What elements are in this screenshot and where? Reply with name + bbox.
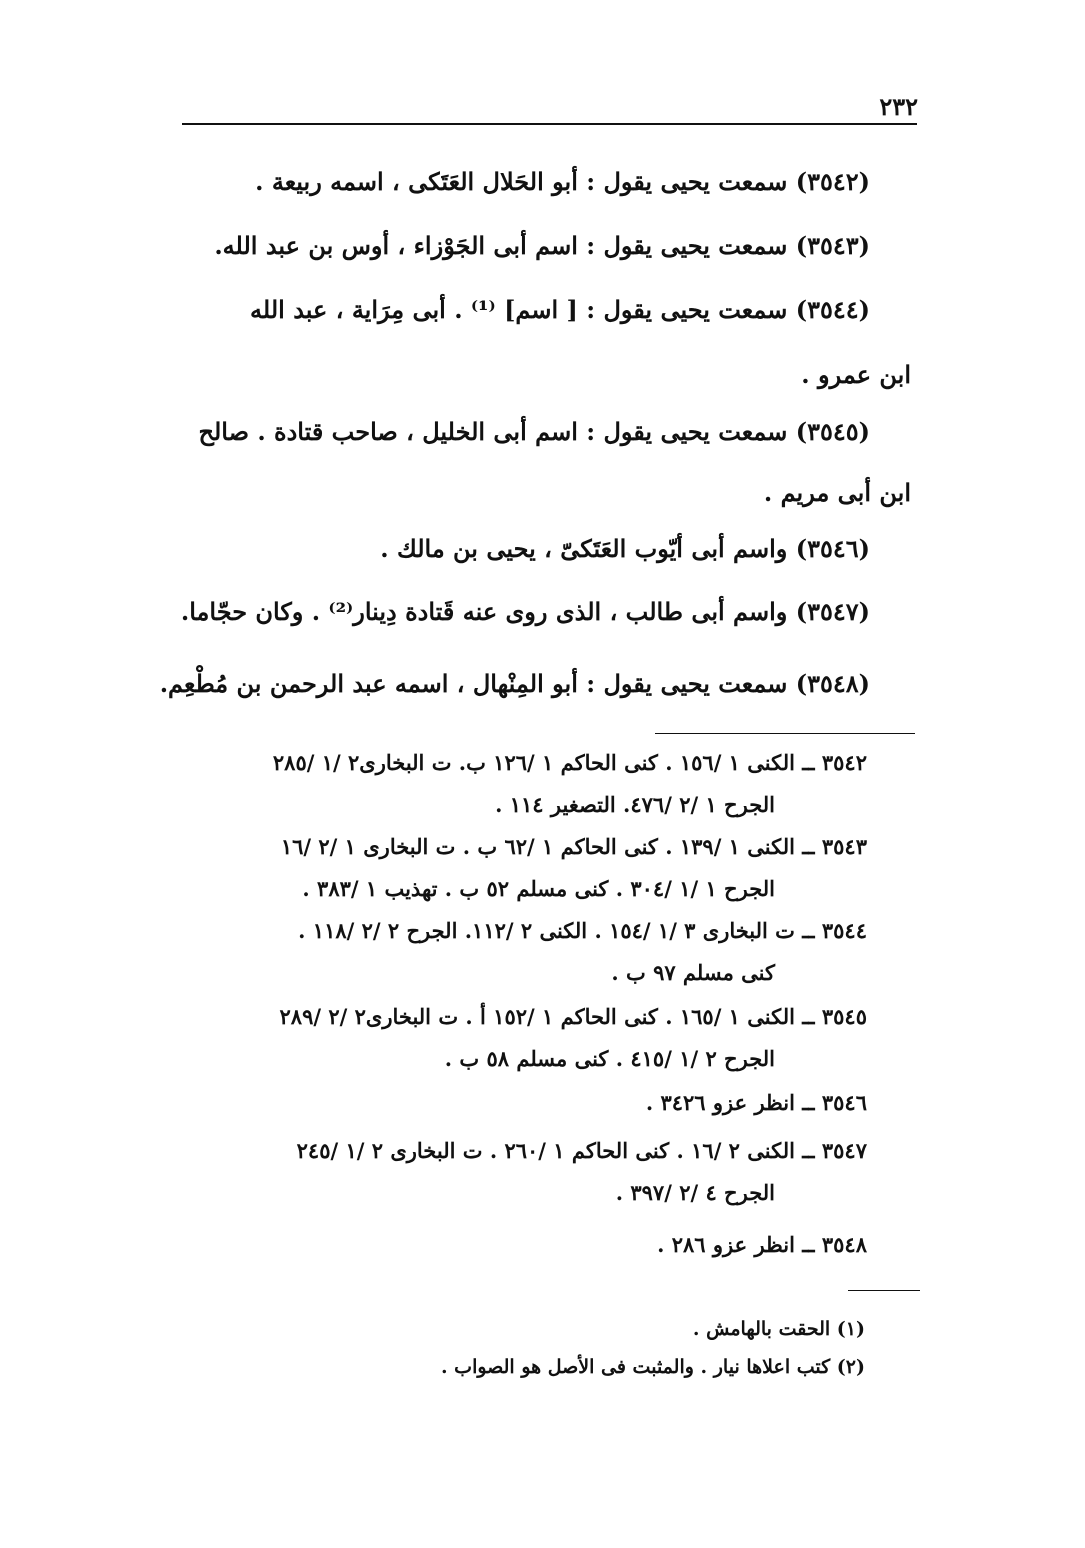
entry-3543: (٣٥٤٣) سمعت يحيى يقول : اسم أبى الجَوْزاء ، أوس بن عبد الله. bbox=[214, 231, 870, 260]
entry-3548: (٣٥٤٨) سمعت يحيى يقول : أبو المِنْهال ، اسمه عبد الرحمن بن مُطْعِم. bbox=[159, 669, 870, 698]
section-divider bbox=[655, 733, 915, 734]
reference-3546: ٣٥٤٦ ــ انظر عزو ٣٤٢٦ . bbox=[645, 1090, 867, 1115]
reference-3548: ٣٥٤٨ ــ انظر عزو ٢٨٦ . bbox=[657, 1232, 867, 1257]
footnote-1: (١) الحقت بالهامش . bbox=[692, 1318, 865, 1340]
entry-3544: (٣٥٤٤) سمعت يحيى يقول : [ اسم] ⁽¹⁾ . أبى مِرَاية ، عبد الله bbox=[250, 295, 870, 324]
entry-3547: (٣٥٤٧) واسم أبى طالب ، الذى روى عنه قَتادة دِينار⁽²⁾ . وكان حجّاما. bbox=[180, 597, 870, 626]
page-number: ٢٣٢ bbox=[879, 92, 918, 121]
reference-3542-line2: الجرح ١ /٢ /٤٧٦. التصغير ١١٤ . bbox=[495, 792, 775, 817]
reference-3547-line2: الجرح ٤ /٢ /٣٩٧ . bbox=[615, 1180, 775, 1205]
entry-3544-continuation: ابن عمرو . bbox=[801, 360, 911, 389]
reference-3547: ٣٥٤٧ ــ الكنى ٢ /١٦ . كنى الحاكم ١ /٢٦٠ . ت البخارى ٢ /١ /٢٤٥ bbox=[296, 1138, 867, 1163]
footnote-2: (٢) كتب اعلاها نيار . والمثبت فى الأصل هو الصواب . bbox=[440, 1356, 865, 1378]
reference-3543-line2: الجرح ١ /١ /٣٠٤ . كنى مسلم ٥٢ ب . تهذيب ١ /٣٨٣ . bbox=[302, 876, 775, 901]
reference-3542: ٣٥٤٢ ــ الكنى ١ /١٥٦ . كنى الحاكم ١ /١٢٦ ب. ت البخارى٢ /١ /٢٨٥ bbox=[272, 750, 867, 775]
reference-3543: ٣٥٤٣ ــ الكنى ١ /١٣٩ . كنى الحاكم ١ /٦٢ ب . ت البخارى ١ /٢ /١٦ bbox=[280, 834, 867, 859]
entry-3546: (٣٥٤٦) واسم أبى أيّوب العَتَكىّ ، يحيى بن مالك . bbox=[380, 534, 870, 563]
footnote-divider bbox=[848, 1290, 920, 1291]
header-rule bbox=[182, 123, 917, 125]
entry-3545-continuation: ابن أبى مريم . bbox=[763, 478, 911, 507]
entry-3545: (٣٥٤٥) سمعت يحيى يقول : اسم أبى الخليل ، صاحب قتادة . صالح bbox=[198, 417, 870, 446]
reference-3544: ٣٥٤٤ ــ ت البخارى ٣ /١ /١٥٤ . الكنى ٢ /١١٢. الجرح ٢ /٢ /١١٨ . bbox=[298, 918, 867, 943]
reference-3544-line2: كنى مسلم ٩٧ ب . bbox=[611, 960, 775, 985]
reference-3545: ٣٥٤٥ ــ الكنى ١ /١٦٥ . كنى الحاكم ١ /١٥٢ أ . ت البخارى٢ /٢ /٢٨٩ bbox=[279, 1004, 867, 1029]
reference-3545-line2: الجرح ٢ /١ /٤١٥ . كنى مسلم ٥٨ ب . bbox=[444, 1046, 775, 1071]
entry-3542: (٣٥٤٢) سمعت يحيى يقول : أبو الحَلال العَتَكى ، اسمه ربيعة . bbox=[255, 167, 870, 196]
